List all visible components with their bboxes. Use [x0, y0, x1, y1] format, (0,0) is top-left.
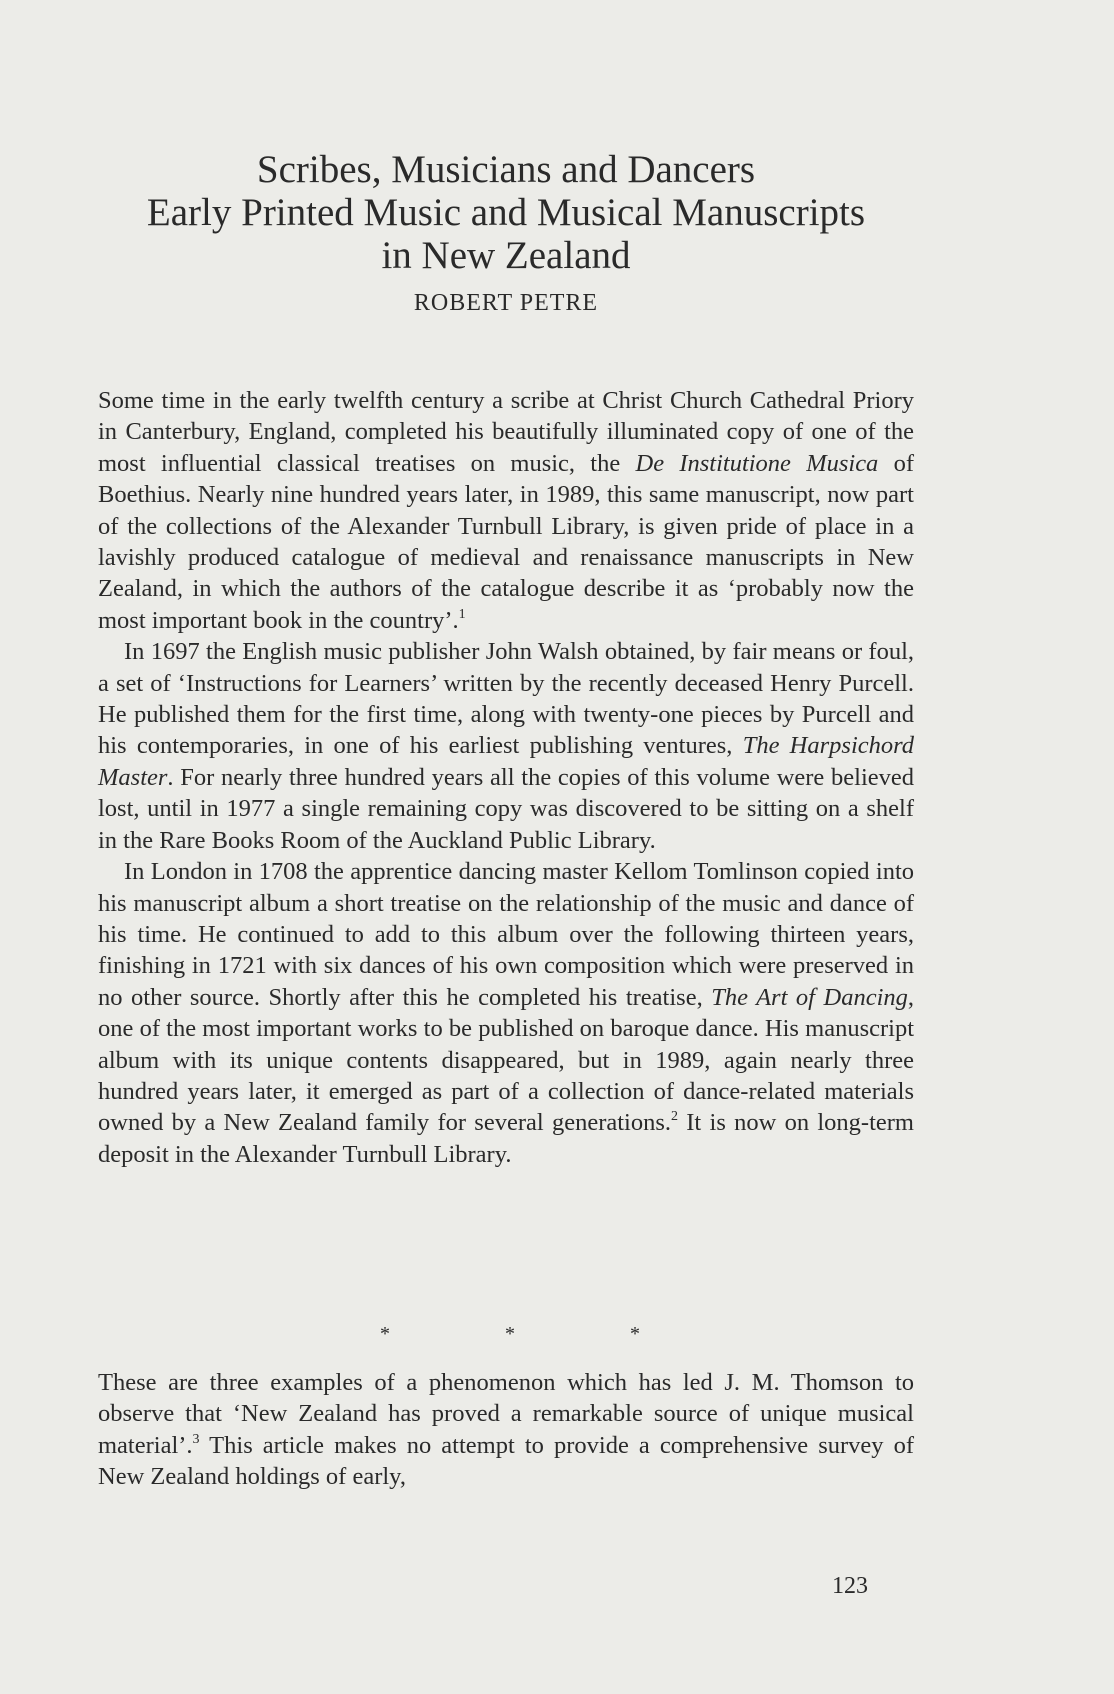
asterisk: *	[380, 1323, 390, 1345]
title-line: Early Printed Music and Musical Manuscripts	[146, 191, 866, 234]
italic-title: The Art of Dancing	[711, 983, 908, 1011]
footnote-marker: 3	[192, 1431, 200, 1447]
italic-title: De Institutione Musica	[635, 449, 879, 477]
page-number: 123	[832, 1573, 868, 1599]
footnote-marker: 2	[671, 1109, 678, 1125]
article-title	[96, 148, 916, 277]
paragraph-2: In 1697 the English music publisher John Walsh obtained, by fair means or foul, a set of ‘Instructions for Learners’ written by the recently deceased Henry Purcell. He published them for the first time, along with twenty-one pieces by Purcell and his contemporaries, in one of his earliest publishing ventures, The Harpsichord Master. For nearly three hundred years all the copies of this volume were believed lost, until in 1977 a single remaining copy was discovered to be sitting on a shelf in the Rare Books Room of the Auckland Public Library.	[98, 638, 914, 854]
title-line: Scribes, Musicians and Dancers	[256, 148, 756, 191]
title-line: in New Zealand	[381, 234, 631, 277]
paragraph-1: Some time in the early twelfth century a scribe at Christ Church Cathedral Priory in Canterbury, England, completed his beautifully illuminated copy of one of the most influential classical treatises on music, the De Institutione Musica of Boethius. Nearly nine hundred years later, in 1989, this same manuscript, now part of the collections of the Alexander Turnbull Library, is given pride of place in a lavishly produced catalogue of medieval and renaissance manuscripts in New Zealand, in which the authors of the catalogue describe it as ‘probably now the most important book in the country’.$^1$	[98, 387, 914, 634]
asterisk: *	[630, 1323, 640, 1345]
author-name: ROBERT PETRE	[413, 290, 599, 316]
body-text-section-1	[98, 385, 914, 1170]
section-separator	[380, 1323, 640, 1346]
paragraph-4: These are three examples of a phenomenon which has led J. M. Thomson to observe that ‘New Zealand has proved a remarkable source of unique musical material’.$^3$ This article makes no attempt to provide a comprehensive survey of New Zealand holdings of early,	[98, 1369, 914, 1491]
body-text-section-2	[98, 1367, 914, 1493]
paragraph-3: In London in 1708 the apprentice dancing master Kellom Tomlinson copied into his manuscript album a short treatise on the relationship of the music and dance of his time. He continued to add to this album over the following thirteen years, finishing in 1721 with six dances of his own composition which were preserved in no other source. Shortly after this he completed his treatise, The Art of Dancing, one of the most important works to be published on baroque dance. His manuscript album with its unique contents disappeared, but in 1989, again nearly three hundred years later, it emerged as part of a collection of dance-related materials owned by a New Zealand family for several generations.$^2$ It is now on long-term deposit in the Alexander Turnbull Library.	[98, 858, 915, 1168]
asterisk: *	[505, 1323, 515, 1345]
italic-title: The Harpsichord Master	[98, 732, 914, 791]
footnote-marker: 1	[458, 606, 466, 622]
